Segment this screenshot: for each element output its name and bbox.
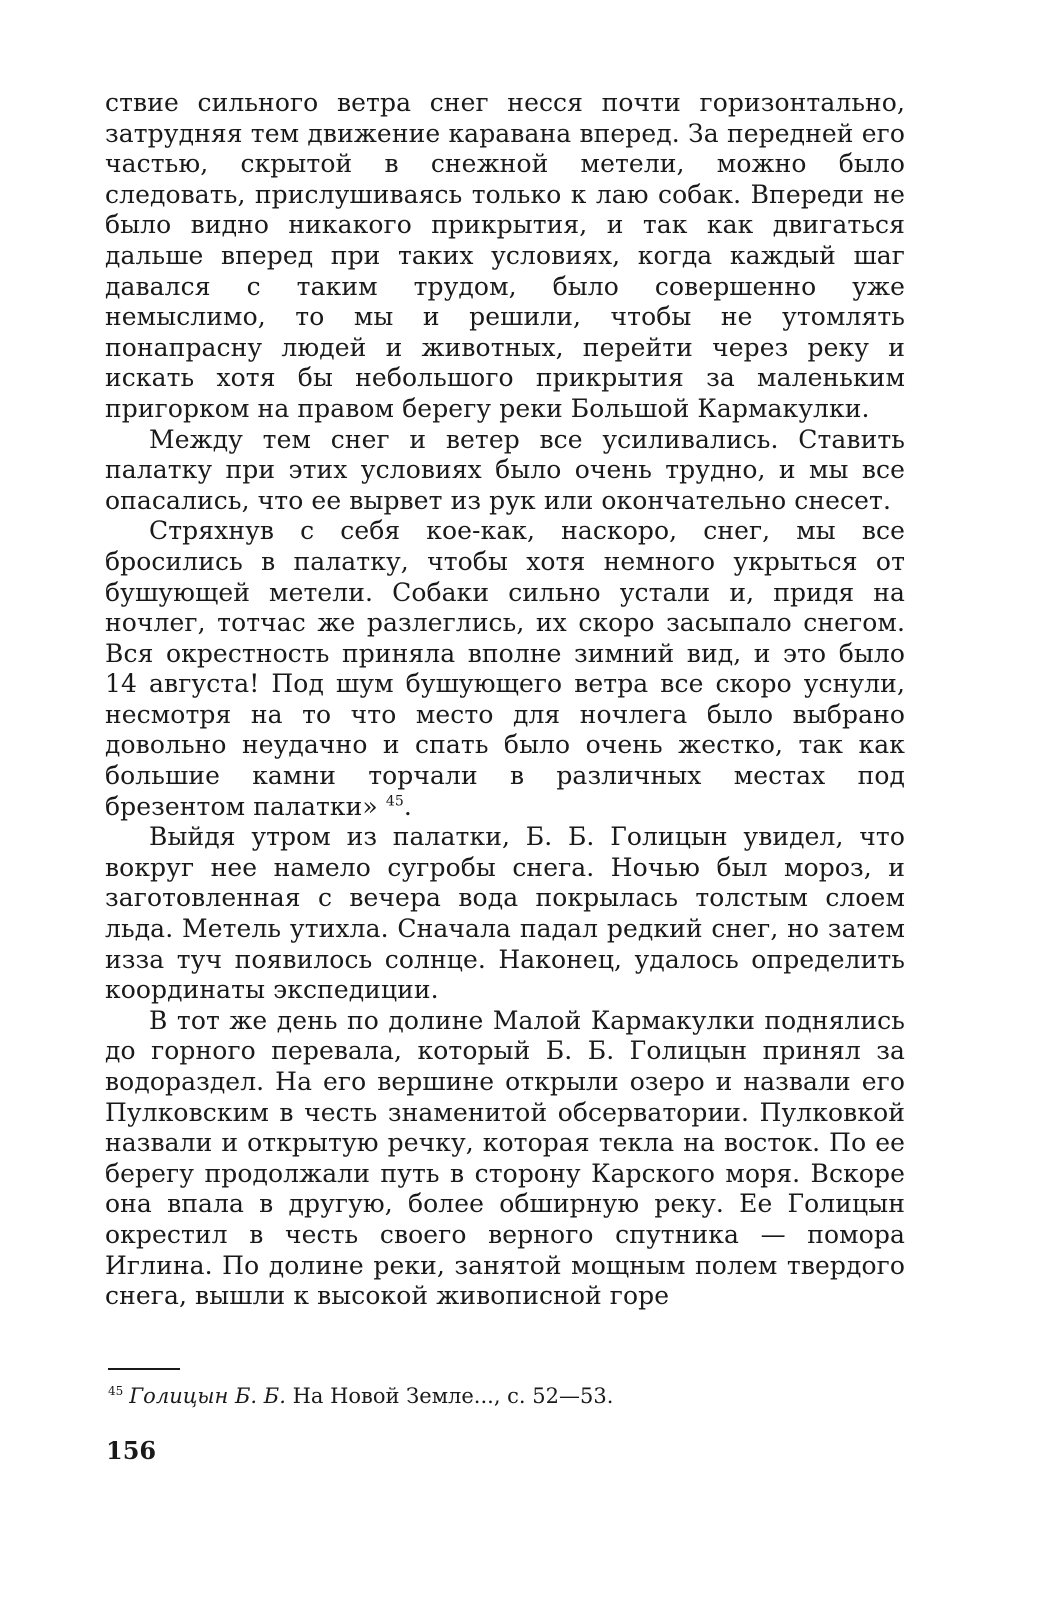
footnote-reference: 45 [385, 793, 404, 810]
paragraph-3-text: Стряхнув с себя кое-как, наскоро, снег, мы все бросились в палатку, чтобы хотя немного укрыться от бушующей метели. Собаки сильно устали и, придя на ночлег, тотчас же разлеглись, их скоро засыпало снегом. Вся окрестность приняла вполне зимний вид, и это было 14 августа! Под шум бушующего ветра все скоро уснули, несмотря на то что место для ночлега было выбрано довольно неудачно и спать было очень жестко, так как большие камни торчали в различных местах под брезентом палатки» [105, 516, 905, 821]
main-text [105, 88, 905, 1312]
footnote-text: На Новой Земле..., с. 52—53. [292, 1384, 614, 1408]
paragraph-3 [105, 516, 905, 822]
footnote-reference-period: . [403, 791, 412, 821]
footnote-number: 45 [108, 1384, 124, 1398]
footnote [108, 1383, 908, 1409]
paragraph-5: В тот же день по долине Малой Кармакулки поднялись до горного перевала, который Б. Б. Голицын принял за водораздел. На его вершине открыли озеро и назвали его Пулковским в честь знаменитой обсерватории. Пулковкой назвали и открытую речку, которая текла на восток. По ее берегу продолжали путь в сторону Карского моря. Вскоре она впала в другую, более обширную реку. Ее Голицын окрестил в честь своего верного спутника — помора Иглина. По долине реки, занятой мощным полем твердого снега, вышли к высокой живописной горе [105, 1005, 905, 1311]
page-number: 156 [106, 1436, 157, 1465]
footnote-divider [108, 1368, 180, 1370]
footnote-author: Голицын Б. Б. [129, 1384, 286, 1408]
paragraph-2: Между тем снег и ветер все усиливались. Ставить палатку при этих условиях было очень трудно, и мы все опасались, что ее вырвет из рук или окончательно снесет. [105, 424, 905, 515]
paragraph-1: ствие сильного ветра снег несся почти горизонтально, затрудняя тем движение каравана вперед. За передней его частью, скрытой в снежной метели, можно было следовать, прислушиваясь только к лаю собак. Впереди не было видно никакого прикрытия, и так как двигаться дальше вперед при таких условиях, когда каждый шаг давался с таким трудом, было совершенно уже немыслимо, то мы и решили, чтобы не утомлять понапрасну людей и животных, перейти через реку и искать хотя бы небольшого прикрытия за маленьким пригорком на правом берегу реки Большой Кармакулки. [105, 88, 905, 423]
paragraph-4: Выйдя утром из палатки, Б. Б. Голицын увидел, что вокруг нее намело сугробы снега. Ночью был мороз, и заготовленная с вечера вода покрылась толстым слоем льда. Метель утихла. Сначала падал редкий снег, но затем изза туч появилось солнце. Наконец, удалось определить координаты экспедиции. [105, 822, 905, 1005]
